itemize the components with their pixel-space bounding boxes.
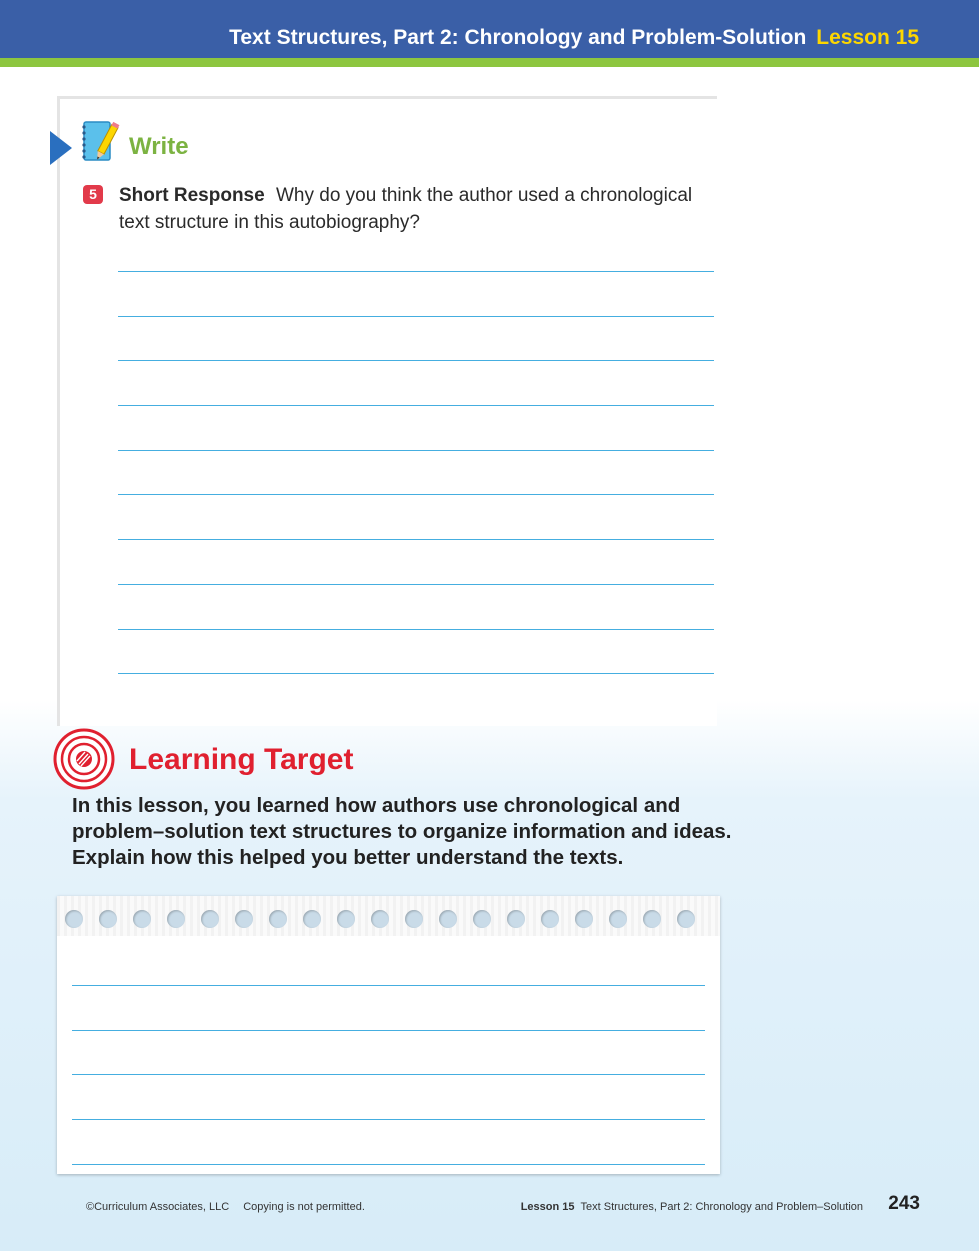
binder-hole (167, 910, 185, 928)
question-prompt (119, 182, 719, 236)
copy-note: Copying is not permitted. (243, 1201, 365, 1213)
question-text: Why do you think the author used a chronological text structure in this autobiography? (119, 185, 693, 233)
binder-hole (541, 910, 559, 928)
learning-target-title: Learning Target (129, 743, 354, 776)
target-icon (52, 728, 116, 790)
answer-line[interactable] (118, 316, 714, 317)
binder-hole (507, 910, 525, 928)
answer-line[interactable] (118, 584, 714, 585)
copyright-text: ©Curriculum Associates, LLC (86, 1201, 230, 1213)
binder-hole (269, 910, 287, 928)
answer-line[interactable] (118, 450, 714, 451)
binder-hole (235, 910, 253, 928)
binder-hole (609, 910, 627, 928)
page-number: 243 (888, 1193, 920, 1214)
footer-copyright (86, 1201, 365, 1213)
notebook-answer-line[interactable] (72, 1119, 705, 1120)
answer-line[interactable] (118, 360, 714, 361)
answer-line[interactable] (118, 494, 714, 495)
footer-lesson-title: Text Structures, Part 2: Chronology and Problem–Solution (580, 1201, 863, 1213)
footer-lesson-number: Lesson 15 (520, 1201, 575, 1213)
notebook-answer-line[interactable] (72, 985, 705, 986)
binder-hole (439, 910, 457, 928)
binder-hole (303, 910, 321, 928)
answer-line[interactable] (118, 673, 714, 674)
binder-hole (65, 910, 83, 928)
write-heading: Write (129, 133, 189, 160)
page-header (229, 26, 919, 50)
binder-hole (643, 910, 661, 928)
learning-target-prompt: In this lesson, you learned how authors use chronological and problem–solution text structures to organize information and ideas. Explain how this helped you better understand the texts. (72, 794, 732, 869)
notebook-answer-area (57, 896, 720, 1174)
answer-line[interactable] (118, 629, 714, 630)
binder-hole (337, 910, 355, 928)
binder-hole (99, 910, 117, 928)
binder-hole (575, 910, 593, 928)
pointer-arrow-icon (50, 131, 72, 165)
header-lesson: Lesson 15 (816, 26, 919, 49)
binder-hole (677, 910, 695, 928)
notebook-answer-line[interactable] (72, 1074, 705, 1075)
answer-line[interactable] (118, 271, 714, 272)
binder-hole (405, 910, 423, 928)
binder-hole (201, 910, 219, 928)
answer-line[interactable] (118, 539, 714, 540)
header-stripe (0, 58, 979, 67)
notebook-pencil-icon (80, 118, 120, 166)
binder-hole (473, 910, 491, 928)
header-title: Text Structures, Part 2: Chronology and Problem-Solution (229, 26, 807, 49)
notebook-answer-line[interactable] (72, 1164, 705, 1165)
answer-line[interactable] (118, 405, 714, 406)
binder-hole (371, 910, 389, 928)
notebook-answer-line[interactable] (72, 1030, 705, 1031)
footer-lesson (521, 1201, 863, 1213)
question-number-badge: 5 (83, 185, 103, 204)
question-type: Short Response (119, 185, 265, 206)
binder-hole (133, 910, 151, 928)
